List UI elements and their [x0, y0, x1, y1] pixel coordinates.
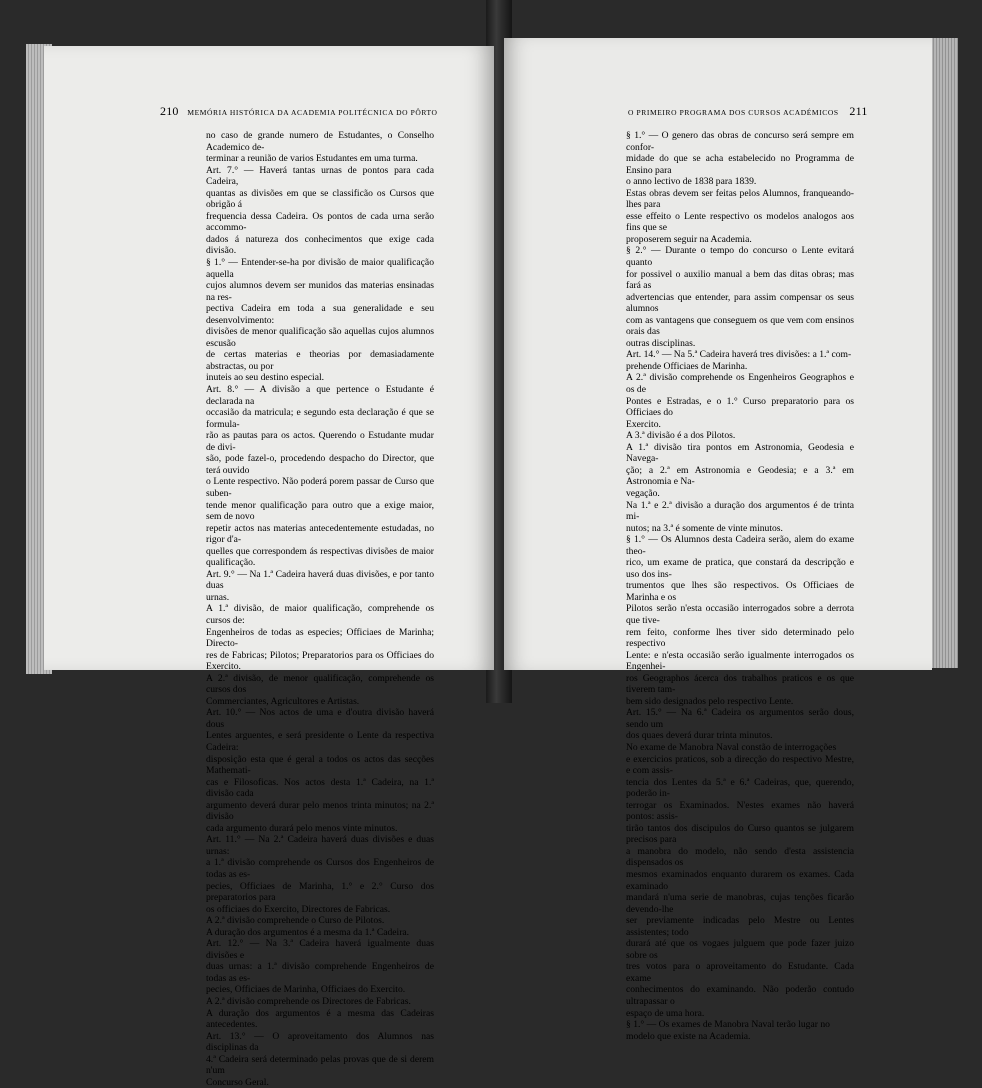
text-line: § 1.° — Os exames de Manobra Naval terão lugar no — [626, 1019, 830, 1031]
text-line: inuteis ao seu destino especial. — [206, 372, 325, 384]
right-running-head: O PRIMEIRO PROGRAMA DOS CURSOS ACADÉMICOS — [628, 108, 839, 117]
text-line: de certas materias e theorias por demasiadamente abstractas, ou por — [206, 349, 434, 372]
text-line: Art. 15.° — Na 6.ª Cadeira os argumentos serão dous, sendo um — [626, 707, 854, 730]
text-line: quantas as divisões em que se classificão os Cursos que obrigão á — [206, 187, 434, 211]
text-line: o Lente respectivo. Não poderá porem passar de Curso que suben- — [206, 476, 434, 499]
text-line: rão as pautas para os actos. Querendo o Estudante mudar de divi- — [206, 430, 434, 453]
text-line: ser previamente indicadas pelo Mestre ou Lentes assistentes; todo — [626, 915, 854, 938]
text-line: A 1.ª divisão, de maior qualificação, comprehende os cursos de: — [206, 603, 434, 626]
left-page-body — [206, 130, 434, 1088]
text-line: Exercito. — [626, 418, 661, 430]
text-line: repetir actos nas materias antecedentemente estudadas, no rigor d'a- — [206, 522, 434, 546]
text-line: Commerciantes, Agricultores e Artistas. — [206, 695, 360, 707]
text-line: tirão tantos dos discipulos do Curso quantos se julgarem precisos para — [626, 822, 854, 846]
text-line: No exame de Manobra Naval constão de interrogações — [626, 741, 837, 753]
text-line: tres votos para o aproveitamento do Estudante. Cada exame — [626, 961, 854, 984]
text-line: for possivel o auxilio manual a bem das ditas obras; mas fará as — [626, 268, 854, 292]
text-line: A duração dos argumentos é a mesma das Cadeiras antecedentes. — [206, 1007, 434, 1031]
text-line: esse effeito o Lente respectivo os modelos analogos aos fins que se — [626, 210, 854, 234]
text-line: § 2.° — Durante o tempo do concurso o Lente evitará quanto — [626, 245, 854, 269]
text-line: cada argumento durará pelo menos vinte minutos. — [206, 822, 398, 834]
text-line: o anno lectivo de 1838 para 1839. — [626, 176, 757, 188]
text-line: Engenheiros de todas as especies; Officiaes de Marinha; Directo- — [206, 626, 434, 650]
text-line: urnas. — [206, 591, 230, 603]
text-line: duas urnas: a 1.ª divisão comprehende Engenheiros de todas as es- — [206, 961, 434, 984]
text-line: pectiva Cadeira em toda a sua generalidade e seu desenvolvimento: — [206, 303, 434, 326]
text-line: a manobra do modelo, não sendo d'esta assistencia dispensados os — [626, 845, 854, 869]
text-line: divisões de menor qualificação são aquellas cujos alumnos escusão — [206, 326, 434, 349]
text-line: disposição esta que é geral a todos os actos das secções Mathemati- — [206, 753, 434, 777]
text-line: Lente: e n'esta occasião serão igualmente interrogados os Engenhei- — [626, 649, 854, 673]
text-line: ros Geographos ácerca dos trabalhos praticos e os que tiverem tam- — [626, 672, 854, 696]
text-line: ção; a 2.ª em Astronomia e Geodesia; e a 3.ª em Astronomia e Na- — [626, 464, 854, 488]
text-line: trumentos que lhes são respectivos. Os Officiaes de Marinha e os — [626, 580, 854, 603]
text-line: Na 1.ª e 2.ª divisão a duração dos argumentos é de trinta mi- — [626, 499, 854, 523]
text-line: e exercicios praticos, sob a direcção do respectivo Mestre, e com assis- — [626, 753, 854, 777]
right-page-number: 211 — [849, 104, 868, 118]
text-line: Art. 9.° — Na 1.ª Cadeira haverá duas divisões, e por tanto duas — [206, 568, 434, 592]
text-line: A 1.ª divisão tira pontos em Astronomia, Geodesia e Navega- — [626, 441, 854, 465]
text-line: nutos; na 3.ª é somente de vinte minutos. — [626, 522, 783, 534]
left-running-head: MEMÓRIA HISTÓRICA DA ACADEMIA POLITÉCNICA DO PÔRTO — [187, 108, 438, 117]
left-page-header — [160, 104, 438, 119]
text-line: Art. 10.° — Nos actos de uma e d'outra divisão haverá dous — [206, 707, 434, 730]
text-line: vegação. — [626, 487, 660, 499]
text-line: occasião da matricula; e segundo esta declaração é que se formula- — [206, 407, 434, 430]
text-line: Art. 8.° — A divisão a que pertence o Estudante é declarada na — [206, 384, 434, 407]
text-line: quelles que correspondem ás respectivas divisões de maior qualificação. — [206, 545, 434, 569]
text-line: Art. 11.° — Na 2.ª Cadeira haverá duas divisões e duas urnas: — [206, 834, 434, 857]
text-line: cas e Filosoficas. Nos actos desta 1.ª Cadeira, na 1.ª divisão cada — [206, 776, 434, 800]
text-line: frequencia dessa Cadeira. Os pontos de cada urna serão accommo- — [206, 210, 434, 234]
text-line: durará até que os vogaes julguem que pode fazer juizo sobre os — [626, 938, 854, 961]
text-line: outras disciplinas. — [626, 337, 696, 349]
text-line: Art. 12.° — Na 3.ª Cadeira haverá igualmente duas divisões e — [206, 938, 434, 961]
text-line: Estas obras devem ser feitas pelos Alumnos, franqueando-lhes para — [626, 187, 854, 211]
text-line: Art. 14.° — Na 5.ª Cadeira haverá tres divisões: a 1.ª com- — [626, 349, 852, 361]
text-line: § 1.° — O genero das obras de concurso será sempre em confor- — [626, 130, 854, 153]
right-page-body — [626, 130, 854, 1042]
text-line: Art. 13.° — O aproveitamento dos Alumnos nas disciplinas da — [206, 1030, 434, 1054]
text-line: A 2.ª divisão comprehende os Directores de Fabricas. — [206, 996, 411, 1008]
text-line: 4.ª Cadeira será determinado pelas provas que de si derem n'um — [206, 1053, 434, 1077]
text-line: a 1.ª divisão comprehende os Cursos dos Engenheiros de todas as es- — [206, 857, 434, 880]
text-line: mandará n'uma serie de manobras, cujas tenções ficarão devendo-lhe — [626, 892, 854, 915]
text-line: terrogar os Examinados. N'estes exames não haverá pontos: assis- — [626, 799, 854, 823]
text-line: § 1.° — Os Alumnos desta Cadeira serão, alem do exame theo- — [626, 534, 854, 557]
text-line: A 3.ª divisão é a dos Pilotos. — [626, 430, 736, 442]
text-line: modelo que existe na Academia. — [626, 1030, 751, 1042]
text-line: bem sido designados pelo respectivo Lente. — [626, 695, 794, 707]
text-line: A 2.ª divisão, de menor qualificação, comprehende os cursos dos — [206, 672, 434, 696]
text-line: rico, um exame de pratica, que constará da descripção e uso dos ins- — [626, 557, 854, 580]
text-line: os officiaes do Exercito, Directores de Fabricas. — [206, 903, 391, 915]
text-line: midade do que se acha estabelecido no Programma de Ensino para — [626, 153, 854, 176]
text-line: com as vantagens que conseguem os que vem com ensinos orais das — [626, 314, 854, 338]
text-line: tencia dos Lentes da 5.ª e 6.ª Cadeiras, que, querendo, poderão in- — [626, 776, 854, 800]
text-line: mesmos examinados enquanto durarem os exames. Cada examinado — [626, 869, 854, 892]
text-line: A 2.ª divisão comprehende os Engenheiros Geographos e os de — [626, 372, 854, 396]
text-line: argumento deverá durar pelo menos trinta minutos; na 2.ª divisão — [206, 799, 434, 823]
text-line: no caso de grande numero de Estudantes, o Conselho Academico de- — [206, 130, 434, 153]
text-line: § 1.° — Entender-se-ha por divisão de maior qualificação aquella — [206, 257, 434, 280]
text-line: pecies, Officiaes de Marinha, Officiaes do Exercito. — [206, 984, 406, 996]
text-line: pecies, Officiaes de Marinha, 1.° e 2.° Curso dos preparatorios para — [206, 880, 434, 904]
text-line: rem feito, conforme lhes tiver sido determinado pelo respectivo — [626, 626, 854, 650]
left-page-number: 210 — [160, 104, 179, 118]
text-line: terminar a reunião de varios Estudantes em uma turma. — [206, 153, 418, 165]
text-line: prehende Officiaes de Marinha. — [626, 360, 748, 372]
text-line: são, pode fazel-o, procedendo despacho do Director, que terá ouvido — [206, 453, 434, 476]
text-line: Pilotos serão n'esta occasião interrogados sobre a derrota que tive- — [626, 603, 854, 626]
text-line: proposerem seguir na Academia. — [626, 233, 752, 245]
right-page-header — [628, 104, 868, 119]
text-line: Concurso Geral. — [206, 1076, 269, 1088]
text-line: Lentes arguentes, e será presidente o Lente da respectiva Cadeira: — [206, 730, 434, 753]
text-line: dos quaes deverá durar trinta minutos. — [626, 730, 773, 742]
text-line: cujos alumnos devem ser munidos das materias ensinadas na res- — [206, 280, 434, 303]
text-line: conhecimentos do examinando. Não poderão contudo ultrapassar o — [626, 984, 854, 1008]
text-line: espaço de uma hora. — [626, 1007, 705, 1019]
text-line: Art. 7.° — Haverá tantas urnas de pontos para cada Cadeira, — [206, 164, 434, 188]
text-line: dados á natureza dos conhecimentos que exige cada divisão. — [206, 233, 434, 257]
text-line: A 2.ª divisão comprehende o Curso de Pilotos. — [206, 915, 385, 927]
text-line: A duração dos argumentos é a mesma da 1.ª Cadeira. — [206, 926, 410, 938]
right-page-stack-edge — [928, 38, 958, 668]
text-line: res de Fabricas; Pilotos; Preparatorios para os Officiaes do Exercito. — [206, 649, 434, 673]
text-line: tende menor qualificação para outro que a exige maior, sem de novo — [206, 499, 434, 523]
text-line: advertencias que entender, para assim compensar os seus alumnos — [626, 291, 854, 315]
text-line: Pontes e Estradas, e o 1.° Curso preparatorio para os Officiaes do — [626, 395, 854, 419]
